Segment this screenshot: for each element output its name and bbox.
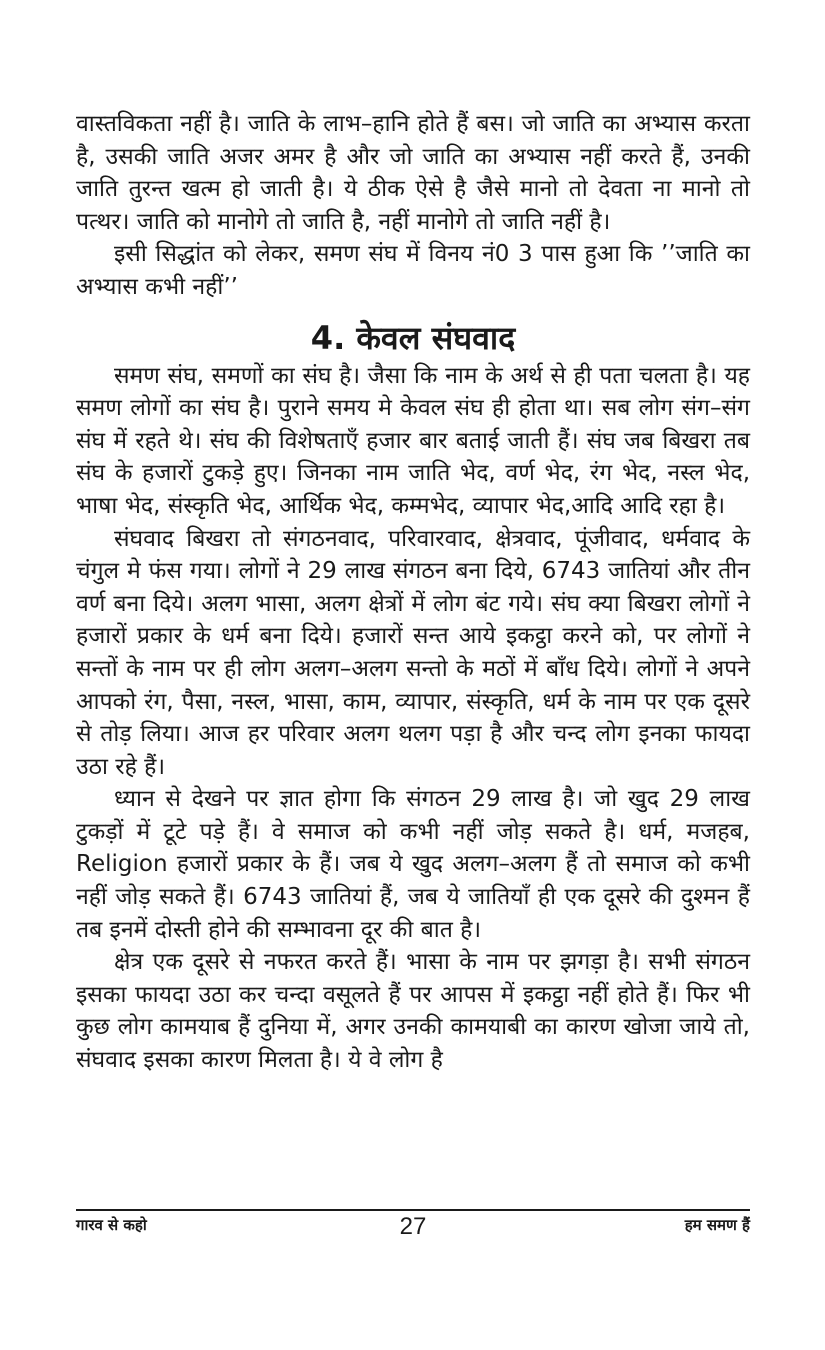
paragraph-2: इसी सिद्धांत को लेकर, समण संघ में विनय नं0 3 पास हुआ कि ’’जाति का अभ्यास कभी नहीं’’ (76, 241, 750, 300)
page-number: 27 (399, 1213, 427, 1240)
footer-book-title: गारव से कहो (76, 1216, 147, 1234)
paragraph-5: ध्यान से देखने पर ज्ञात होगा कि संगठन 29 लाख है। जो खुद 29 लाख टुकड़ों में टूटे पड़े हैं। वे समाज को कभी नहीं जोड़ सकते है। धर्म, मजहब, Religion हजारों प्रकार के हैं। जब ये खुद अलग–अलग हैं तो समाज को कभी नहीं जोड़ सकते हैं। 6743 जातियां हैं, जब ये जातियाँ ही एक दूसरे की दुश्मन हैं तब इनमें दोस्ती होने की सम्भावना दूर की बात है। (76, 786, 750, 943)
page-footer (76, 1209, 750, 1245)
page-body (76, 108, 750, 1077)
section-heading: 4. केवल संघवाद (310, 318, 516, 357)
paragraph-6: क्षेत्र एक दूसरे से नफरत करते हैं। भासा के नाम पर झगड़ा है। सभी संगठन इसका फायदा उठा कर चन्दा वसूलते हैं पर आपस में इकट्ठा नहीं होते हैं। फिर भी कुछ लोग कामयाब हैं दुनिया में, अगर उनकी कामयाबी का कारण खोजा जाये तो, संघवाद इसका कारण मिलता है। ये वे लोग है (76, 949, 750, 1074)
paragraph-1: वास्तविकता नहीं है। जाति के लाभ–हानि होते हैं बस। जो जाति का अभ्यास करता है, उसकी जाति अजर अमर है और जो जाति का अभ्यास नहीं करते हैं, उनकी जाति तुरन्त खत्म हो जाती है। ये ठीक ऐसे है जैसे मानो तो देवता ना मानो तो पत्थर। जाति को मानोगे तो जाति है, नहीं मानोगे तो जाति नहीं है। (76, 111, 750, 235)
paragraph-3: समण संघ, समणों का संघ है। जैसा कि नाम के अर्थ से ही पता चलता है। यह समण लोगों का संघ है। पुराने समय मे केवल संघ ही होता था। सब लोग संग–संग संघ में रहते थे। संघ की विशेषताएँ हजार बार बताई जाती हैं। संघ जब बिखरा तब संघ के हजारों टुकड़े हुए। जिनका नाम जाति भेद, वर्ण भेद, रंग भेद, नस्ल भेद, भाषा भेद, संस्कृति भेद, आर्थिक भेद, कम्मभेद, व्यापार भेद,आदि आदि रहा है। (76, 362, 750, 519)
footer-series-title: हम समण हैं (684, 1216, 750, 1234)
paragraph-4: संघवाद बिखरा तो संगठनवाद, परिवारवाद, क्षेत्रवाद, पूंजीवाद, धर्मवाद के चंगुल मे फंस गया। लोगों ने 29 लाख संगठन बना दिये, 6743 जातियां और तीन वर्ण बना दिये। अलग भासा, अलग क्षेत्रों में लोग बंट गये। संघ क्या बिखरा लोगों ने हजारों प्रकार के धर्म बना दिये। हजारों सन्त आये इकट्ठा करने को, पर लोगों ने सन्तों के नाम पर ही लोग अलग–अलग सन्तो के मठों में बाँध दिये। लोगों ने अपने आपको रंग, पैसा, नस्ल, भासा, काम, व्यापार, संस्कृति, धर्म के नाम पर एक दूसरे से तोड़ लिया। आज हर परिवार अलग थलग पड़ा है और चन्द लोग इनका फायदा उठा रहे हैं। (76, 525, 750, 780)
